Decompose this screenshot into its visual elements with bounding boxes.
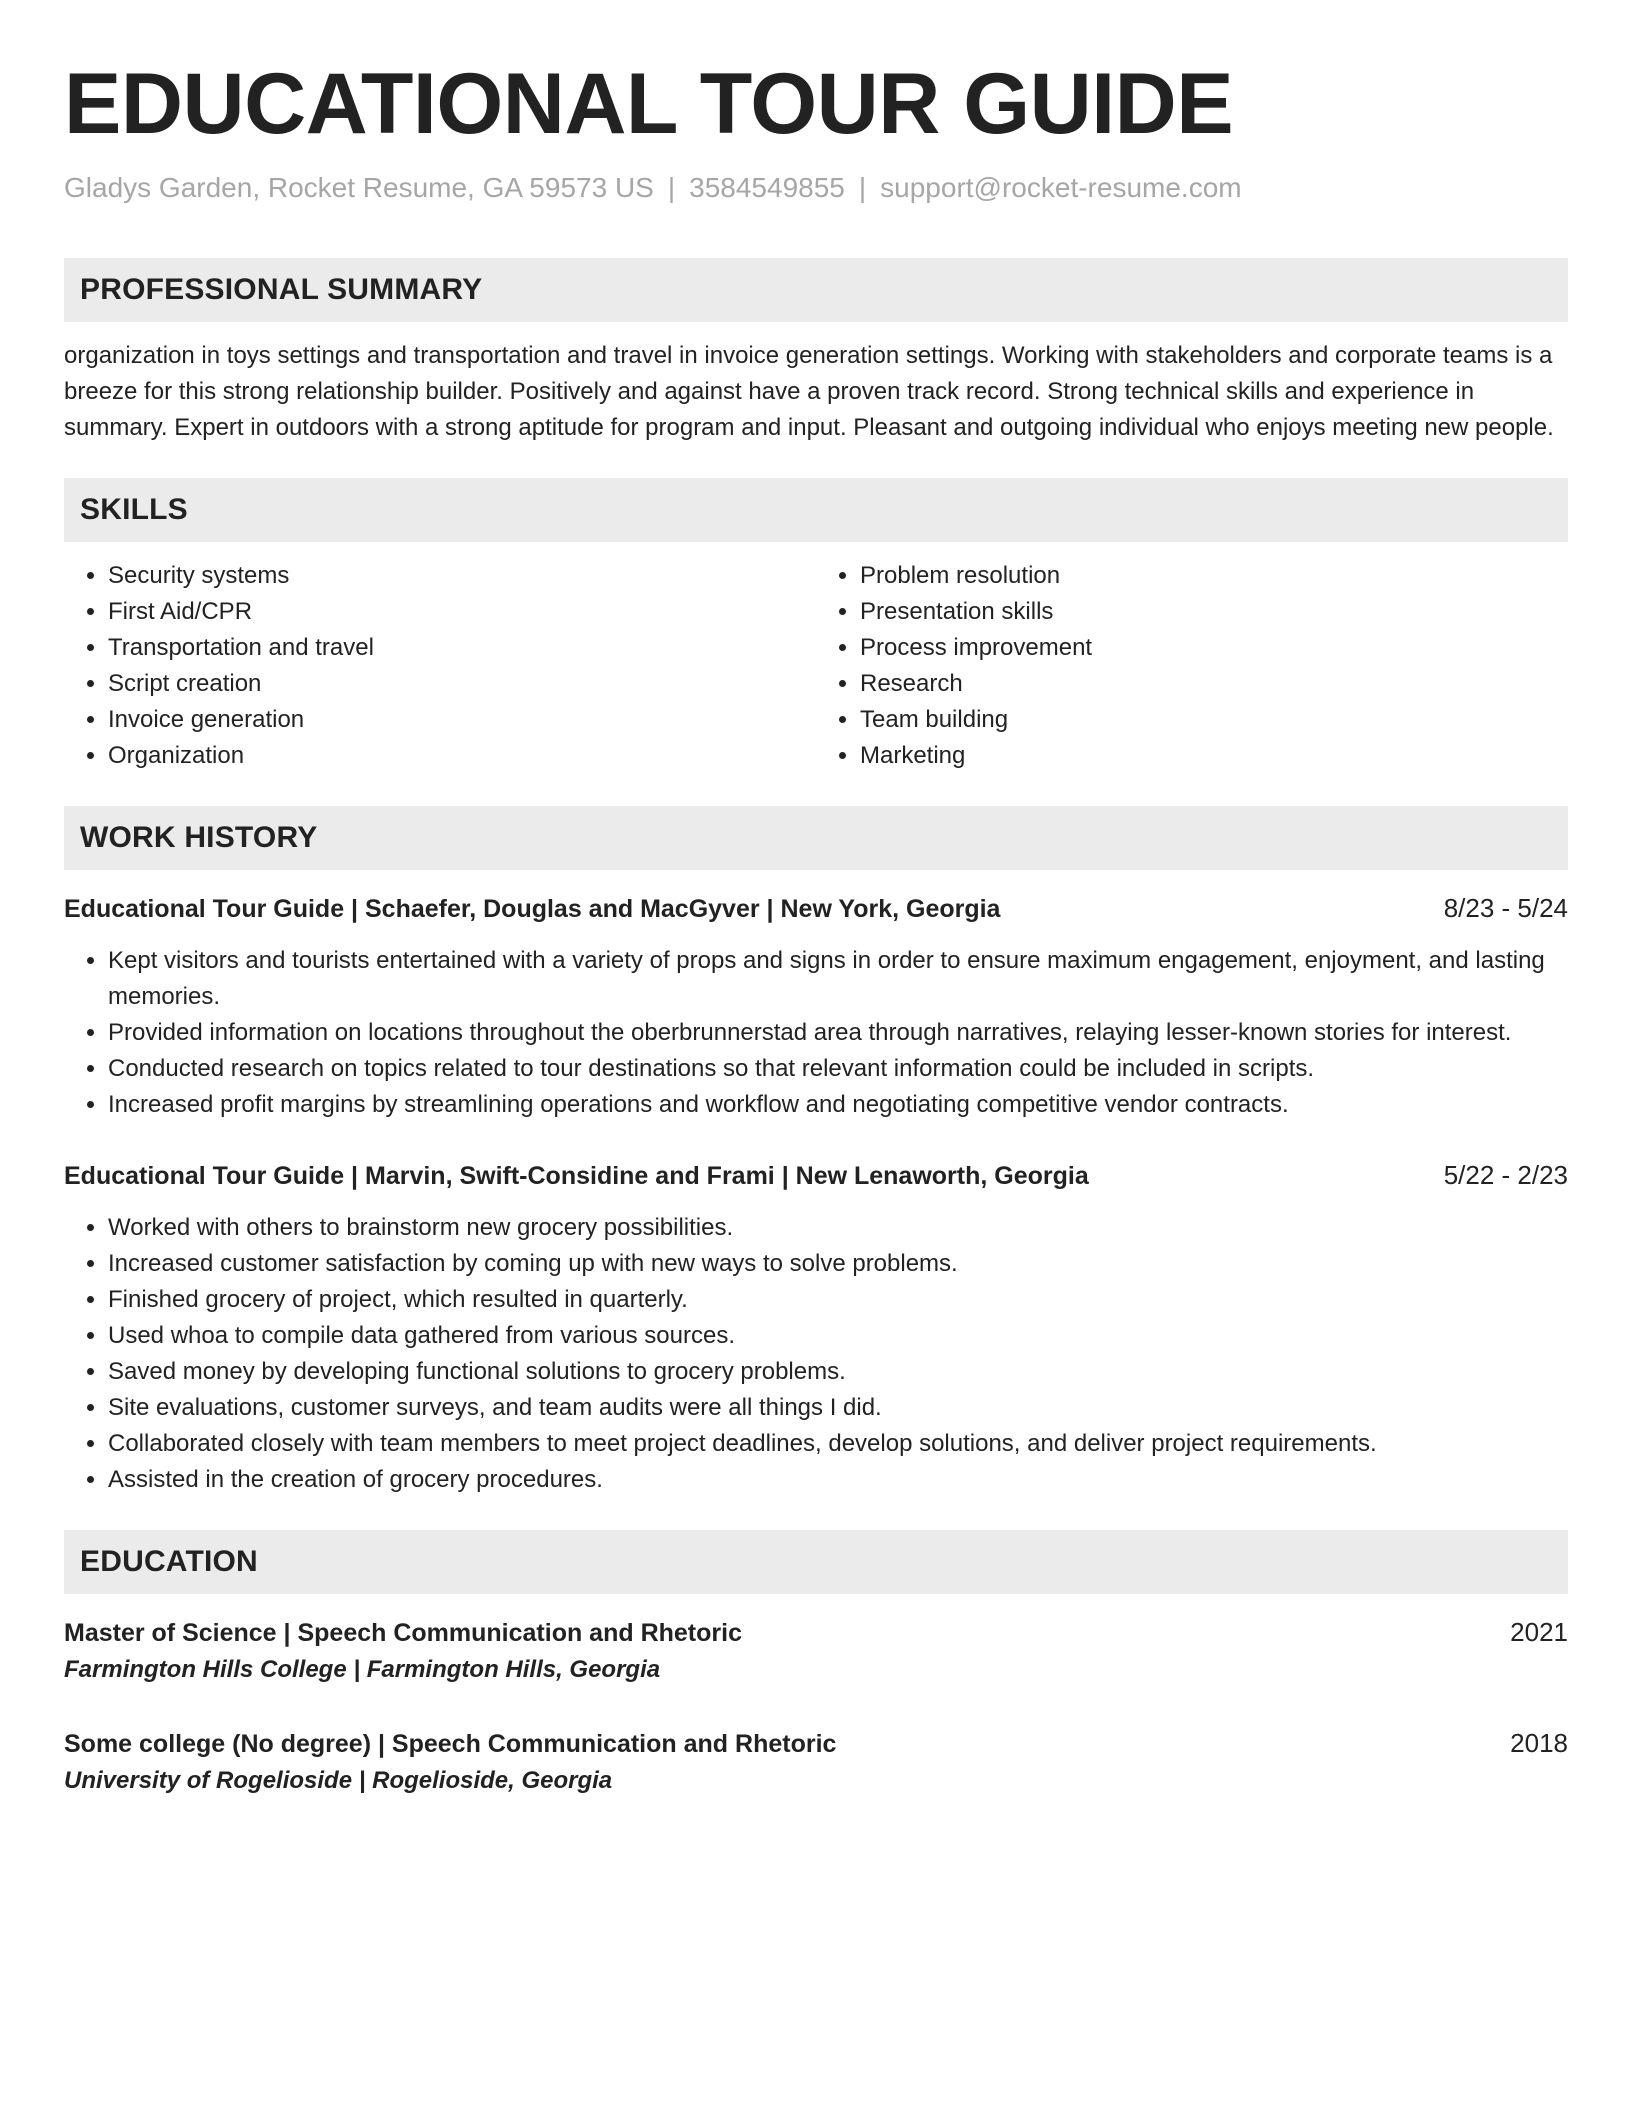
contact-separator: | bbox=[858, 172, 867, 203]
skill-item: • Research bbox=[860, 666, 1568, 702]
skills-column-left bbox=[64, 558, 816, 774]
job-bullet: • Conducted research on topics related to tour destinations so that relevant information could be included in scripts. bbox=[108, 1051, 1568, 1087]
skill-item: • Script creation bbox=[108, 666, 816, 702]
education-year: 2018 bbox=[1510, 1728, 1568, 1758]
education-school: Farmington Hills College | Farmington Hills, Georgia bbox=[64, 1656, 661, 1683]
skill-item: • Organization bbox=[108, 738, 816, 774]
job-title: Educational Tour Guide | Schaefer, Douglas and MacGyver | New York, Georgia bbox=[64, 895, 1001, 923]
section-header-summary: PROFESSIONAL SUMMARY bbox=[64, 258, 1568, 322]
skill-item: • Team building bbox=[860, 702, 1568, 738]
job-bullet: • Increased customer satisfaction by coming up with new ways to solve problems. bbox=[108, 1246, 1568, 1282]
contact-line bbox=[64, 170, 1568, 206]
job-header bbox=[64, 890, 1568, 927]
education-school: University of Rogelioside | Rogelioside, Georgia bbox=[64, 1767, 613, 1794]
job-bullet: • Used whoa to compile data gathered from various sources. bbox=[108, 1318, 1568, 1354]
job-bullet: • Increased profit margins by streamlining operations and workflow and negotiating competitive vendor contracts. bbox=[108, 1087, 1568, 1123]
job-bullet: • Collaborated closely with team members to meet project deadlines, develop solutions, and deliver project requirements. bbox=[108, 1426, 1568, 1462]
job-bullets bbox=[64, 1210, 1568, 1498]
contact-phone: 3584549855 bbox=[689, 172, 845, 203]
skill-item: • Presentation skills bbox=[860, 594, 1568, 630]
contact-separator: | bbox=[667, 172, 676, 203]
skill-item: • First Aid/CPR bbox=[108, 594, 816, 630]
job-bullet: • Worked with others to brainstorm new grocery possibilities. bbox=[108, 1210, 1568, 1246]
skill-item: • Security systems bbox=[108, 558, 816, 594]
job-bullet: • Kept visitors and tourists entertained with a variety of props and signs in order to ensure maximum engagement, enjoyment, and lasting memories. bbox=[108, 943, 1568, 1015]
education-header bbox=[64, 1725, 1568, 1762]
skill-item: • Invoice generation bbox=[108, 702, 816, 738]
skill-item: • Marketing bbox=[860, 738, 1568, 774]
job-bullet: • Provided information on locations throughout the oberbrunnerstad area through narratives, relaying lesser-known stories for interest. bbox=[108, 1015, 1568, 1051]
skills-column-right bbox=[816, 558, 1568, 774]
job-dates: 5/22 - 2/23 bbox=[1443, 1160, 1568, 1190]
job-bullet: • Site evaluations, customer surveys, and team audits were all things I did. bbox=[108, 1390, 1568, 1426]
job-header bbox=[64, 1157, 1568, 1194]
contact-email: support@rocket-resume.com bbox=[880, 172, 1242, 203]
job-bullet: • Finished grocery of project, which resulted in quarterly. bbox=[108, 1282, 1568, 1318]
section-header-work-history: WORK HISTORY bbox=[64, 806, 1568, 870]
education-entry bbox=[64, 1614, 1568, 1689]
job-bullets bbox=[64, 943, 1568, 1123]
skill-item: • Transportation and travel bbox=[108, 630, 816, 666]
education-entry bbox=[64, 1725, 1568, 1800]
skill-item: • Process improvement bbox=[860, 630, 1568, 666]
section-header-skills: SKILLS bbox=[64, 478, 1568, 542]
education-degree: Master of Science | Speech Communication and Rhetoric bbox=[64, 1619, 742, 1647]
contact-address: Gladys Garden, Rocket Resume, GA 59573 US bbox=[64, 172, 654, 203]
skills-list bbox=[64, 558, 1568, 774]
job-entry bbox=[64, 1157, 1568, 1498]
summary-text: organization in toys settings and transportation and travel in invoice generation settings. Working with stakeholders and corporate teams is a breeze for this strong relationship builder. Positively and against have a proven track record. Strong technical skills and experience in summary. Expert in outdoors with a strong aptitude for program and input. Pleasant and outgoing individual who enjoys meeting new people. bbox=[64, 342, 1554, 441]
skill-item: • Problem resolution bbox=[860, 558, 1568, 594]
job-title: Educational Tour Guide | Marvin, Swift-Considine and Frami | New Lenaworth, Georgia bbox=[64, 1162, 1089, 1190]
section-header-education: EDUCATION bbox=[64, 1530, 1568, 1594]
education-year: 2021 bbox=[1510, 1617, 1568, 1647]
job-bullet: • Assisted in the creation of grocery procedures. bbox=[108, 1462, 1568, 1498]
job-dates: 8/23 - 5/24 bbox=[1443, 893, 1568, 923]
job-bullet: • Saved money by developing functional solutions to grocery problems. bbox=[108, 1354, 1568, 1390]
job-entry bbox=[64, 890, 1568, 1123]
resume-title: EDUCATIONAL TOUR GUIDE bbox=[64, 56, 1234, 152]
education-header bbox=[64, 1614, 1568, 1651]
education-degree: Some college (No degree) | Speech Communication and Rhetoric bbox=[64, 1730, 837, 1758]
